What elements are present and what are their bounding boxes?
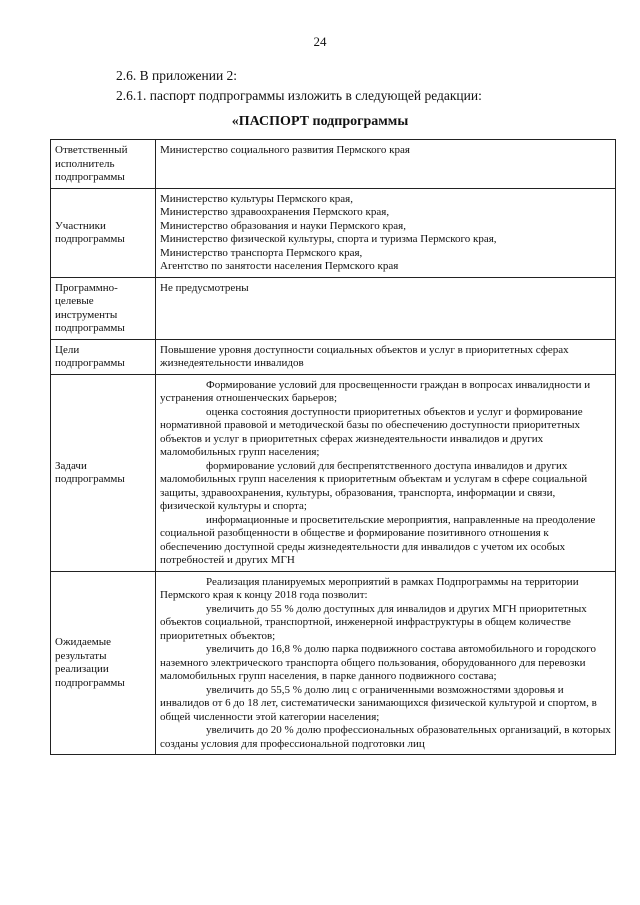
content-paragraph: увеличить до 20 % долю профессиональных образовательных организаций, в которых созданы условия для профессиональной подготовки лиц bbox=[160, 724, 611, 750]
row-content-participants bbox=[156, 188, 616, 277]
row-label-goals: Цели подпрограммы bbox=[51, 339, 156, 374]
content-line: Не предусмотрены bbox=[160, 281, 249, 294]
content-line: Министерство культуры Пермского края, bbox=[160, 192, 353, 205]
content-paragraph: увеличить до 55,5 % долю лиц с ограниченными возможностями здоровья и инвалидов от 6 до 18 лет, систематически занимающихся физической культурой и спортом, в общей численности этой категории населения; bbox=[160, 683, 597, 723]
content-line: Министерство физической культуры, спорта и туризма Пермского края, bbox=[160, 233, 497, 245]
content-line: Агентство по занятости населения Пермского края bbox=[160, 260, 399, 272]
intro-line-1: 2.6. В приложении 2: bbox=[116, 68, 238, 83]
content-line: Повышение уровня доступности социальных объектов и услуг в приоритетных сферах жизнедеятельности инвалидов bbox=[160, 343, 569, 369]
table-row-instruments bbox=[51, 277, 616, 339]
content-paragraph: увеличить до 55 % долю доступных для инвалидов и других МГН приоритетных объектов социальной, транспортной, инженерной инфраструктуры в общем количестве приоритетных объектов; bbox=[160, 602, 587, 642]
row-content-results bbox=[156, 571, 616, 755]
content-paragraph: увеличить до 16,8 % долю парка подвижного состава автомобильного и городского наземного электрического транспорта общего пользования, оборудованного для перевозки маломобильных групп населения, в парке данного подвижного состава; bbox=[160, 643, 597, 682]
row-label-tasks: Задачи подпрограммы bbox=[51, 374, 156, 571]
table-row-tasks bbox=[51, 374, 616, 571]
passport-table bbox=[50, 139, 616, 755]
content-line: Министерство образования и науки Пермского края, bbox=[160, 219, 406, 232]
table-row-responsible bbox=[51, 140, 616, 189]
row-label-participants: Участники подпрограммы bbox=[51, 188, 156, 277]
row-content-responsible bbox=[156, 140, 616, 189]
intro-line-2: 2.6.1. паспорт подпрограммы изложить в следующей редакции: bbox=[116, 88, 482, 103]
row-content-instruments bbox=[156, 277, 616, 339]
content-line: Министерство здравоохранения Пермского края, bbox=[160, 206, 390, 218]
row-label-responsible: Ответственный исполнитель подпрограммы bbox=[51, 140, 156, 189]
row-content-tasks bbox=[156, 374, 616, 571]
passport-title: «ПАСПОРТ подпрограммы bbox=[231, 114, 409, 129]
content-paragraph: формирование условий для беспрепятственного доступа инвалидов и других маломобильных групп населения к приоритетным объектам и услугам в сфере социальной защиты, здравоохранения, культуры, образования, транспорта, информации и связи, физической культуры и спорта; bbox=[160, 459, 588, 512]
table-row-participants bbox=[51, 188, 616, 277]
content-line: Министерство транспорта Пермского края, bbox=[160, 246, 363, 259]
content-paragraph: информационные и просветительские мероприятия, направленные на преодоление социальной разобщенности в обществе и формирование позитивного отношения к обеспечению доступной среды жизнедеятельности для инвалидов с учетом их особых потребностей и других МГН bbox=[160, 513, 596, 566]
table-row-results bbox=[51, 571, 616, 755]
row-content-goals bbox=[156, 339, 616, 374]
row-label-results: Ожидаемые результаты реализации подпрограммы bbox=[51, 571, 156, 755]
content-paragraph: Реализация планируемых мероприятий в рамках Подпрограммы на территории Пермского края к концу 2018 года позволит: bbox=[160, 575, 579, 601]
content-paragraph: Формирование условий для просвещенности граждан в вопросах инвалидности и устранения отношенческих барьеров; bbox=[160, 378, 591, 404]
content-paragraph: оценка состояния доступности приоритетных объектов и услуг и формирование нормативной правовой и методической базы по обеспечению доступности приоритетных объектов и услуг в приоритетных сферах жизнедеятельности инвалидов и других маломобильных групп населения; bbox=[160, 405, 583, 458]
table-row-goals bbox=[51, 339, 616, 374]
row-label-instruments: Программно-целевые инструменты подпрограммы bbox=[51, 277, 156, 339]
page-number: 24 bbox=[313, 34, 327, 49]
content-line: Министерство социального развития Пермского края bbox=[160, 144, 410, 156]
